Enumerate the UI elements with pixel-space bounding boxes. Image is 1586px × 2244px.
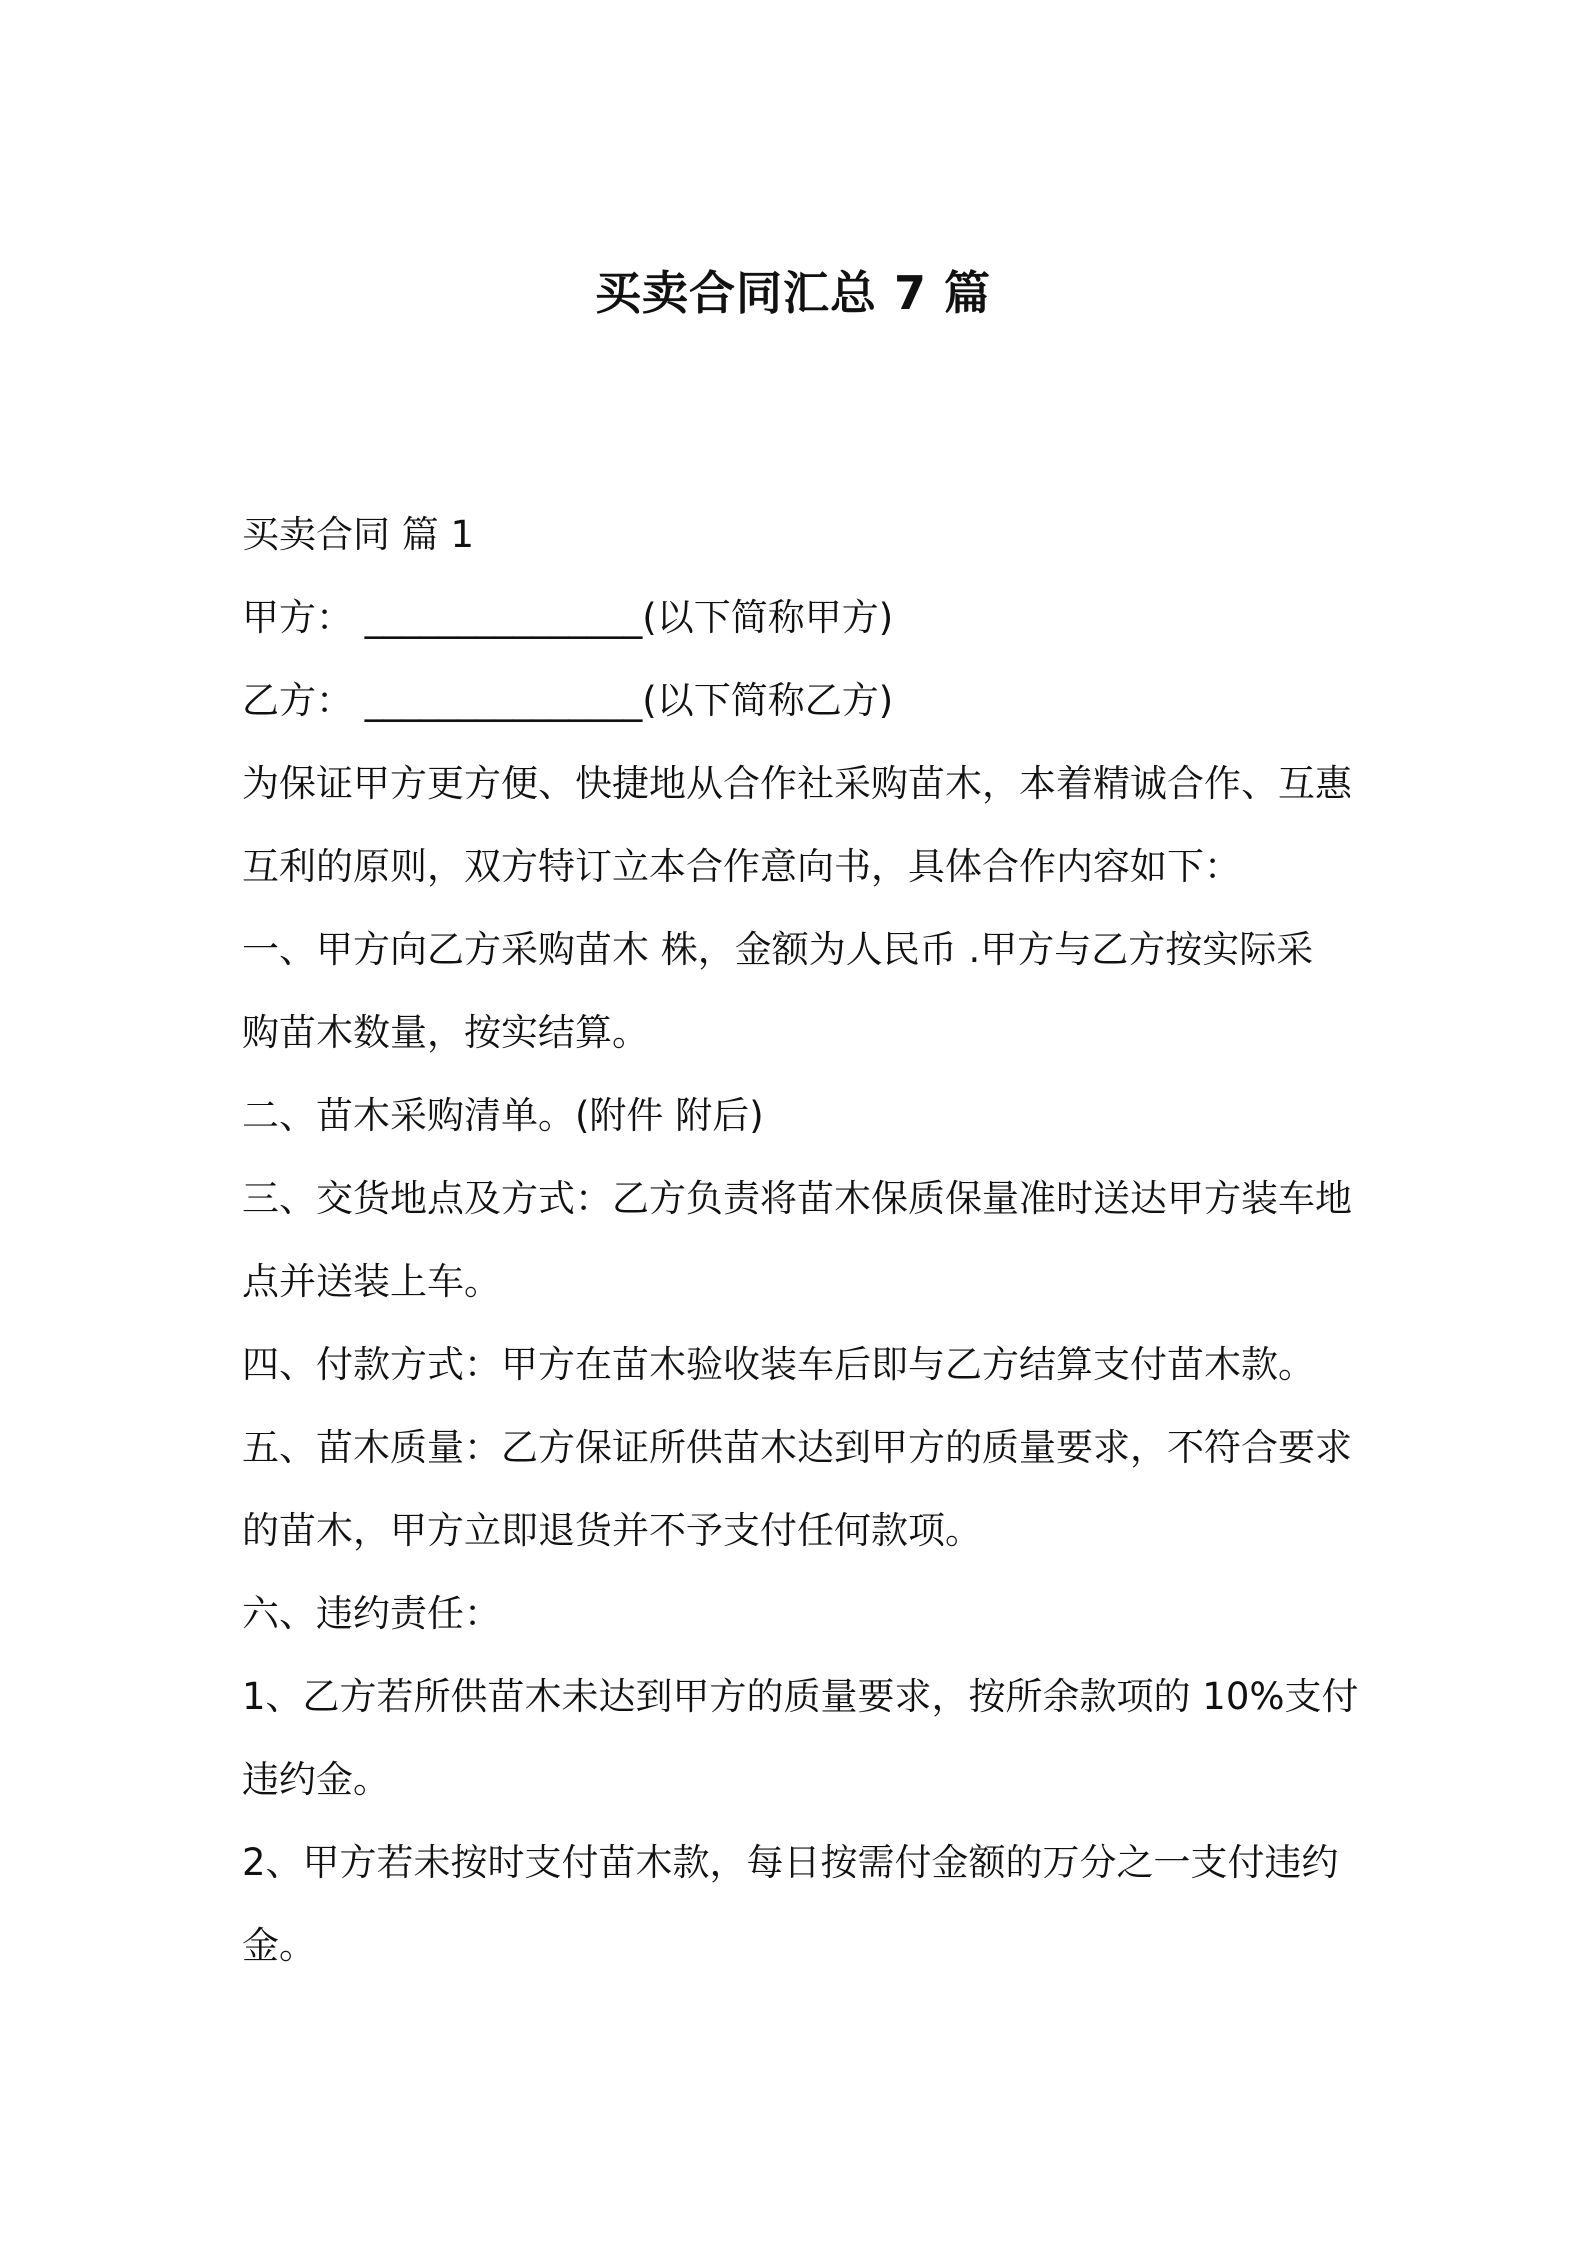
clause-5-line: 五、苗木质量：乙方保证所供苗木达到甲方的质量要求，不符合要求 (242, 1426, 1352, 1469)
document-title: 买卖合同汇总 7 篇 (594, 266, 992, 320)
party-a-line: 甲方： _______________(以下简称甲方) (242, 596, 894, 639)
clause-5-line: 的苗木，甲方立即退货并不予支付任何款项。 (242, 1509, 982, 1552)
sub-clause-1-line: 违约金。 (242, 1758, 390, 1801)
clause-2-line: 二、苗木采购清单。(附件 附后) (242, 1094, 764, 1137)
sub-clause-2-line: 金。 (242, 1924, 316, 1967)
clause-4-line: 四、付款方式：甲方在苗木验收装车后即与乙方结算支付苗木款。 (242, 1343, 1315, 1386)
paragraph-line: 为保证甲方更方便、快捷地从合作社采购苗木，本着精诚合作、互惠 (242, 762, 1352, 805)
clause-1-line: 购苗木数量，按实结算。 (242, 1011, 649, 1054)
document-body (242, 493, 1357, 1987)
clause-3-line: 点并送装上车。 (242, 1260, 501, 1303)
clause-6-line: 六、违约责任： (242, 1592, 501, 1635)
sub-clause-2-line: 2、甲方若未按时支付苗木款，每日按需付金额的万分之一支付违约 (242, 1841, 1339, 1884)
sub-clause-1-line: 1、乙方若所供苗木未达到甲方的质量要求，按所余款项的 10%支付 (242, 1675, 1359, 1718)
section-heading: 买卖合同 篇 1 (242, 513, 475, 556)
party-b-line: 乙方： _______________(以下简称乙方) (242, 679, 894, 722)
clause-3-line: 三、交货地点及方式：乙方负责将苗木保质保量准时送达甲方装车地 (242, 1177, 1352, 1220)
clause-1-line: 一、甲方向乙方采购苗木 株，金额为人民币 .甲方与乙方按实际采 (242, 928, 1314, 971)
paragraph-line: 互利的原则，双方特订立本合作意向书，具体合作内容如下： (242, 845, 1241, 888)
